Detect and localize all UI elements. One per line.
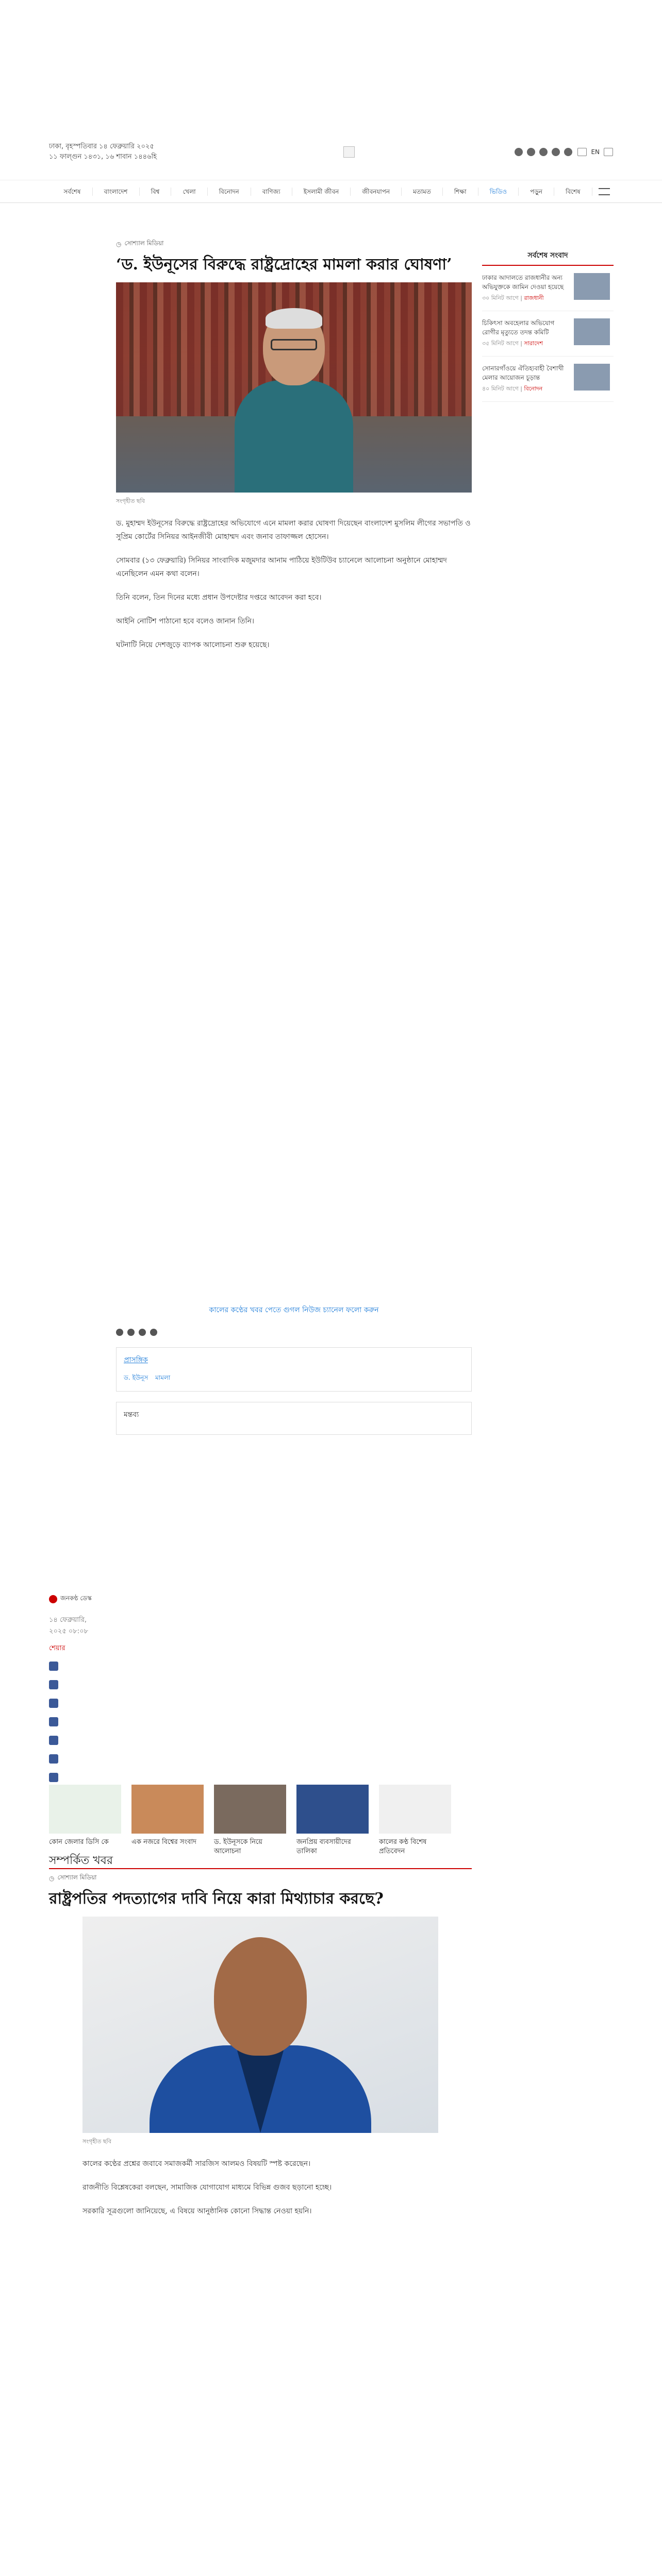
nav-item-0[interactable]: সর্বশেষ <box>52 188 92 196</box>
share-column <box>49 1662 106 1782</box>
second-article-photo <box>82 1917 438 2133</box>
instagram-icon[interactable] <box>552 148 560 156</box>
article-paragraph: ঘটনাটি নিয়ে দেশজুড়ে ব্যাপক আলোচনা শুরু হয়েছে। <box>116 641 270 649</box>
email-icon[interactable] <box>139 1329 146 1336</box>
linkedin-icon[interactable] <box>564 148 572 156</box>
comment-box[interactable]: মন্তব্য <box>116 1402 472 1435</box>
related-article[interactable]: ড. ইউনূসকে নিয়ে আলোচনা <box>214 1785 286 1856</box>
twitter-icon[interactable] <box>49 1680 58 1689</box>
nav-item-5[interactable]: বাণিজ্য <box>251 188 292 196</box>
related-thumbnail <box>131 1785 204 1834</box>
breadcrumb-icon: ◷ <box>116 241 122 248</box>
publish-date: ১৪ ফেব্রুয়ারি, ২০২৫ ০৮:০৮ <box>49 1616 89 1635</box>
second-article-headline: রাষ্ট্রপতির পদত্যাগের দাবি নিয়ে কারা মিথ্যাচার করছে? <box>49 1890 384 1908</box>
related-article[interactable]: কোন জেলার ডিসি কে <box>49 1785 121 1856</box>
nav-item-12[interactable]: বিশেষ <box>554 188 592 196</box>
related-article[interactable]: এক নজরে বিশ্বের সংবাদ <box>131 1785 204 1856</box>
nav-item-4[interactable]: বিনোদন <box>208 188 251 196</box>
related-thumbnail <box>379 1785 451 1834</box>
related-thumbnail <box>214 1785 286 1834</box>
breadcrumb: ◷ সোশ্যাল মিডিয়া <box>49 1874 97 1882</box>
nav-item-7[interactable]: জীবনযাপন <box>351 188 402 196</box>
share-icons-row <box>116 1329 472 1336</box>
facebook-icon[interactable] <box>515 148 523 156</box>
article-paragraph: সরকারি সূত্রগুলো জানিয়েছে, এ বিষয়ে আনুষ্ঠানিক কোনো সিদ্ধান্ত নেওয়া হয়নি। <box>82 2207 312 2215</box>
related-article[interactable]: কালের কণ্ঠ বিশেষ প্রতিবেদন <box>379 1785 451 1856</box>
site-logo[interactable] <box>343 146 355 158</box>
share-label: শেয়ার <box>49 1645 65 1652</box>
article-photo <box>116 282 472 493</box>
twitter-icon[interactable] <box>539 148 548 156</box>
related-thumbnail <box>296 1785 369 1834</box>
author[interactable]: জনকণ্ঠ ডেস্ক <box>49 1594 106 1604</box>
print-icon[interactable] <box>49 1754 58 1764</box>
article-headline: ‘ড. ইউনূসের বিরুদ্ধে রাষ্ট্রদ্রোহের মামলা করার ঘোষণা’ <box>116 256 452 274</box>
header-date: ঢাকা, বৃহস্পতিবার ১৪ ফেব্রুয়ারি ২০২৫ ১১ ফাল্গুন ১৪৩১, ১৬ শাবান ১৪৪৬হি <box>49 142 157 161</box>
main-nav <box>0 180 662 203</box>
whatsapp-icon[interactable] <box>150 1329 157 1336</box>
nav-item-8[interactable]: মতামত <box>402 188 443 196</box>
breadcrumb-icon: ◷ <box>49 1875 55 1882</box>
related-article[interactable]: জনপ্রিয় ব্যবসায়ীদের তালিকা <box>296 1785 369 1856</box>
hamburger-menu-icon[interactable] <box>599 188 610 195</box>
social-icons <box>515 148 572 156</box>
nav-item-10[interactable]: ভিডিও <box>478 188 519 196</box>
top-ad-space <box>0 0 662 124</box>
article-paragraph: রাজনীতি বিশ্লেষকেরা বলছেন, সামাজিক যোগাযোগ মাধ্যমে বিভিন্ন গুজব ছড়ানো হচ্ছে। <box>82 2183 332 2192</box>
nav-item-6[interactable]: ইসলামী জীবন <box>292 188 351 196</box>
facebook-icon[interactable] <box>116 1329 123 1336</box>
nav-item-1[interactable]: বাংলাদেশ <box>93 188 140 196</box>
news-thumbnail <box>574 318 610 345</box>
related-articles-row <box>49 1785 472 1856</box>
tag-item[interactable]: মামলা <box>155 1374 171 1381</box>
nav-item-9[interactable]: শিক্ষা <box>443 188 478 196</box>
site-header <box>0 124 662 180</box>
nav-item-11[interactable]: পড়ুন <box>519 188 554 196</box>
youtube-icon[interactable] <box>527 148 535 156</box>
copy-link-icon[interactable] <box>49 1773 58 1782</box>
article-paragraph: সোমবার (১৩ ফেব্রুয়ারি) সিনিয়র সাংবাদিক মজুমদার আনাম পাঠিয়ে ইউটিউব চ্যানেলে আলোচনা অনুষ্ঠানে মোহাম্মদ এনেছিলেন এমন কথা বলেন। <box>116 556 447 578</box>
latest-news-sidebar <box>482 249 614 402</box>
article-paragraph: তিনি বলেন, তিন দিনের মধ্যে প্রধান উপদেষ্টার দপ্তরে আবেদন করা হবে। <box>116 594 322 602</box>
related-thumbnail <box>49 1785 121 1834</box>
article <box>116 239 472 1435</box>
sidebar-item[interactable]: চিকিৎসা অবহেলার অভিযোগ রোগীর মৃত্যুতে তদন্ত কমিটি ৩৫ মিনিট আগে | সারাদেশ <box>482 311 614 357</box>
tag-item[interactable]: ড. ইউনূস <box>124 1374 148 1381</box>
facebook-icon[interactable] <box>49 1662 58 1671</box>
language-switch[interactable]: EN <box>591 148 600 156</box>
email-icon[interactable] <box>49 1736 58 1745</box>
search-icon[interactable] <box>604 148 613 156</box>
google-news-banner[interactable]: কালের কণ্ঠের খবর পেতে গুগল নিউজ চ্যানেল ফলো করুন <box>209 1306 379 1314</box>
author-avatar <box>49 1595 57 1603</box>
news-thumbnail <box>574 273 610 300</box>
sidebar-item[interactable]: সোনারগাঁওয়ে ঐতিহ্যবাহী বৈশাখী মেলার আয়োজন চূড়ান্ত ৪০ মিনিট আগে | বিনোদন <box>482 357 614 402</box>
news-thumbnail <box>574 364 610 391</box>
second-article <box>49 1873 472 2576</box>
epaper-icon[interactable] <box>577 148 587 156</box>
photo-caption: সংগৃহীত ছবি <box>82 2138 111 2145</box>
article-paragraph: কালের কণ্ঠের প্রশ্নের জবাবে সমাজকর্মী সারজিস আলমও বিষয়টি স্পষ্ট করেছেন। <box>82 2160 311 2168</box>
whatsapp-icon[interactable] <box>49 1717 58 1726</box>
breadcrumb: ◷ সোশ্যাল মিডিয়া <box>116 240 164 248</box>
photo-caption: সংগৃহীত ছবি <box>116 498 145 504</box>
tag-heading[interactable]: প্রাসঙ্গিক <box>124 1356 148 1364</box>
twitter-icon[interactable] <box>127 1329 135 1336</box>
article-paragraph: আইনি নোটিশ পাঠানো হবে বলেও জানান তিনি। <box>116 617 254 625</box>
section-divider <box>49 1868 472 1869</box>
nav-item-3[interactable]: খেলা <box>171 188 207 196</box>
linkedin-icon[interactable] <box>49 1699 58 1708</box>
tag-box <box>116 1347 472 1392</box>
related-section-title: সম্পর্কিত খবর <box>49 1854 113 1867</box>
article-meta <box>49 1594 106 1782</box>
sidebar-title: সর্বশেষ সংবাদ <box>482 249 614 266</box>
nav-item-2[interactable]: বিশ্ব <box>140 188 172 196</box>
article-paragraph: ড. মুহাম্মদ ইউনূসের বিরুদ্ধে রাষ্ট্রদ্রোহের অভিযোগে এনে মামলা করার ঘোষণা দিয়েছেন বাংলাদেশ মুসলিম লীগের সভাপতি ও সুপ্রিম কোর্টের সিনিয়র আইনজীবী মোহাম্মদ এবং জনাব তাফাজ্জল হোসেন। <box>116 519 471 541</box>
sidebar-item[interactable]: ঢাকার আদালতে রাজধানীর অন্য অভিযুক্তকে জামিন দেওয়া হয়েছে ৩০ মিনিট আগে | রাজধানী <box>482 266 614 311</box>
